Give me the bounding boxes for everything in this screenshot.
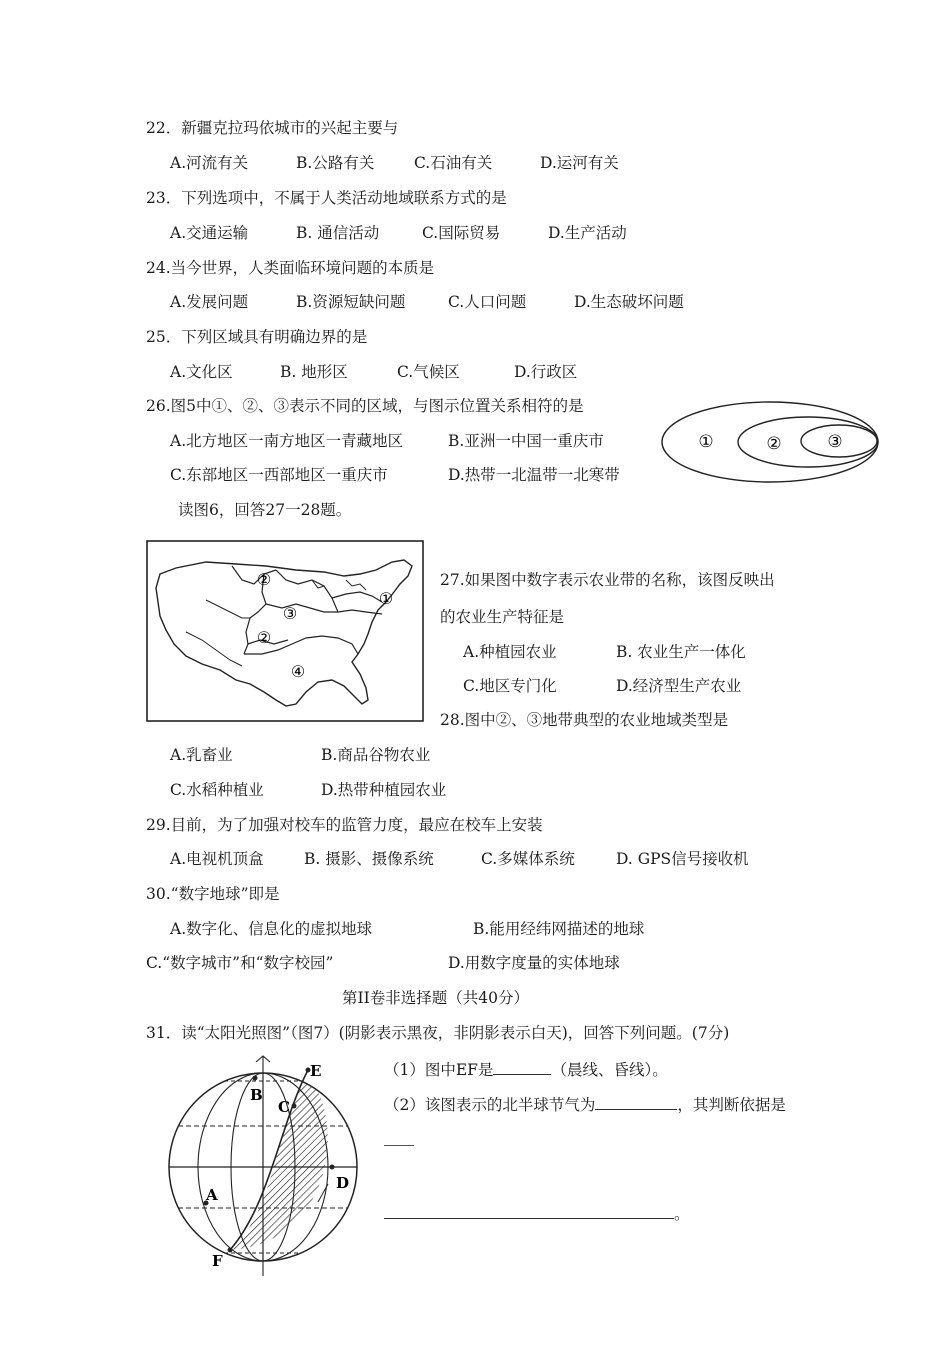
- q25-option-b: B. 地形区: [280, 363, 348, 381]
- q25-option-c: C.气候区: [397, 363, 460, 381]
- q27-option-a: A.种植园农业: [463, 643, 557, 661]
- q26-option-c: C.东部地区一西部地区一重庆市: [170, 466, 388, 484]
- q29-stem: 29.目前，为了加强对校车的监管力度，最应在校车上安装: [146, 816, 543, 834]
- point-e-label: E: [310, 1062, 322, 1080]
- point-f-label: F: [212, 1252, 223, 1270]
- q29-option-a: A.电视机顶盒: [170, 850, 264, 868]
- q31-part1-prefix: （1）图中EF是: [384, 1061, 494, 1079]
- q24-option-b: B.资源短缺问题: [296, 293, 406, 311]
- q22-option-c: C.石油有关: [414, 154, 493, 172]
- q29-option-b: B. 摄影、摄像系统: [304, 850, 434, 868]
- q28-option-c: C.水稻种植业: [170, 781, 264, 799]
- q24-option-a: A.发展问题: [170, 293, 249, 311]
- point-a-label: A: [206, 1186, 218, 1204]
- q26-option-d: D.热带一北温带一北寒带: [448, 466, 620, 484]
- belt-label-2-north: ②: [256, 570, 272, 589]
- point-d-label: D: [336, 1174, 350, 1192]
- q22-option-a: A.河流有关: [170, 154, 249, 172]
- q27-option-c: C.地区专门化: [463, 677, 557, 695]
- q23-stem: 23．下列选项中，不属于人类活动地域联系方式的是: [146, 189, 507, 207]
- q29-option-c: C.多媒体系统: [481, 850, 575, 868]
- q22-stem: 22．新疆克拉玛依城市的兴起主要与: [146, 119, 399, 137]
- belt-label-4: ④: [290, 662, 306, 681]
- q31-part2-suffix: ，其判断依据是: [677, 1096, 786, 1114]
- q22-option-d: D.运河有关: [540, 154, 619, 172]
- figure-7-sunlight-globe: [160, 1054, 375, 1279]
- figure-6-us-agricultural-belts-map: [146, 540, 424, 722]
- q27-option-d: D.经济型生产农业: [616, 677, 742, 695]
- q23-option-c: C.国际贸易: [422, 224, 501, 242]
- q31-part2-season-blank[interactable]: [595, 1093, 677, 1110]
- q31-part2-end: 。: [674, 1205, 690, 1223]
- q31-part2-reason-line: [384, 1202, 690, 1224]
- section-2-heading: 第II卷非选择题（共40分）: [342, 989, 529, 1007]
- q23-option-b: B. 通信活动: [296, 224, 380, 242]
- point-c-label: C: [278, 1098, 290, 1116]
- q28-stem: 28.图中②、③地带典型的农业地域类型是: [440, 711, 729, 729]
- region-2-label: ②: [766, 434, 782, 454]
- q26-option-a: A.北方地区一南方地区一青藏地区: [170, 432, 404, 450]
- q30-option-d: D.用数字度量的实体地球: [448, 954, 620, 972]
- q30-option-c: C.“数字城市”和“数字校园”: [146, 954, 334, 972]
- q31-part2-prefix: （2）该图表示的北半球节气为: [384, 1096, 596, 1114]
- q27-stem-line1: 27.如果图中数字表示农业带的名称，该图反映出: [440, 571, 775, 589]
- q31-part1: [384, 1058, 668, 1080]
- q25-option-a: A.文化区: [170, 363, 233, 381]
- q28-option-b: B.商品谷物农业: [321, 746, 431, 764]
- q25-option-d: D.行政区: [514, 363, 578, 381]
- q28-option-d: D.热带种植园农业: [321, 781, 447, 799]
- q29-option-d: D. GPS信号接收机: [616, 850, 749, 868]
- read-figure-6-instruction: 读图6，回答27一28题。: [178, 501, 352, 519]
- q24-stem: 24.当今世界，人类面临环境问题的本质是: [146, 259, 435, 277]
- belt-label-3: ③: [282, 604, 298, 623]
- q31-stem: 31．读“太阳光照图”（图7）(阴影表示黑夜，非阴影表示白天)，回答下列问题。(7分): [146, 1024, 730, 1042]
- q26-option-b: B.亚洲一中国一重庆市: [448, 432, 604, 450]
- q26-stem: 26.图5中①、②、③表示不同的区域，与图示位置关系相符的是: [146, 397, 584, 415]
- q31-part2-reason-blank-1[interactable]: [384, 1145, 414, 1146]
- point-b-label: B: [250, 1086, 263, 1104]
- belt-label-1: ①: [378, 589, 394, 608]
- q30-stem: 30.“数字地球”即是: [146, 885, 280, 903]
- q24-option-c: C.人口问题: [448, 293, 527, 311]
- q30-option-a: A.数字化、信息化的虚拟地球: [170, 920, 373, 938]
- q25-stem: 25．下列区域具有明确边界的是: [146, 328, 368, 346]
- q31-part2-reason-blank-2[interactable]: [384, 1202, 674, 1219]
- q27-stem-line2: 的农业生产特征是: [440, 608, 565, 626]
- q31-part2: [384, 1093, 786, 1115]
- figure-5-nested-regions: [660, 398, 886, 488]
- q24-option-d: D.生态破坏问题: [574, 293, 684, 311]
- q27-option-b: B. 农业生产一体化: [616, 643, 746, 661]
- q30-option-b: B.能用经纬网描述的地球: [473, 920, 645, 938]
- q23-option-a: A.交通运输: [170, 224, 249, 242]
- region-3-label: ③: [827, 432, 843, 452]
- q23-option-d: D.生产活动: [548, 224, 627, 242]
- q28-option-a: A.乳畜业: [170, 746, 233, 764]
- q31-part1-answer-blank[interactable]: [493, 1058, 551, 1075]
- q31-part1-suffix: （晨线、昏线）。: [551, 1061, 668, 1079]
- q22-option-b: B.公路有关: [296, 154, 375, 172]
- belt-label-2-south: ②: [256, 628, 272, 647]
- region-1-label: ①: [698, 432, 714, 452]
